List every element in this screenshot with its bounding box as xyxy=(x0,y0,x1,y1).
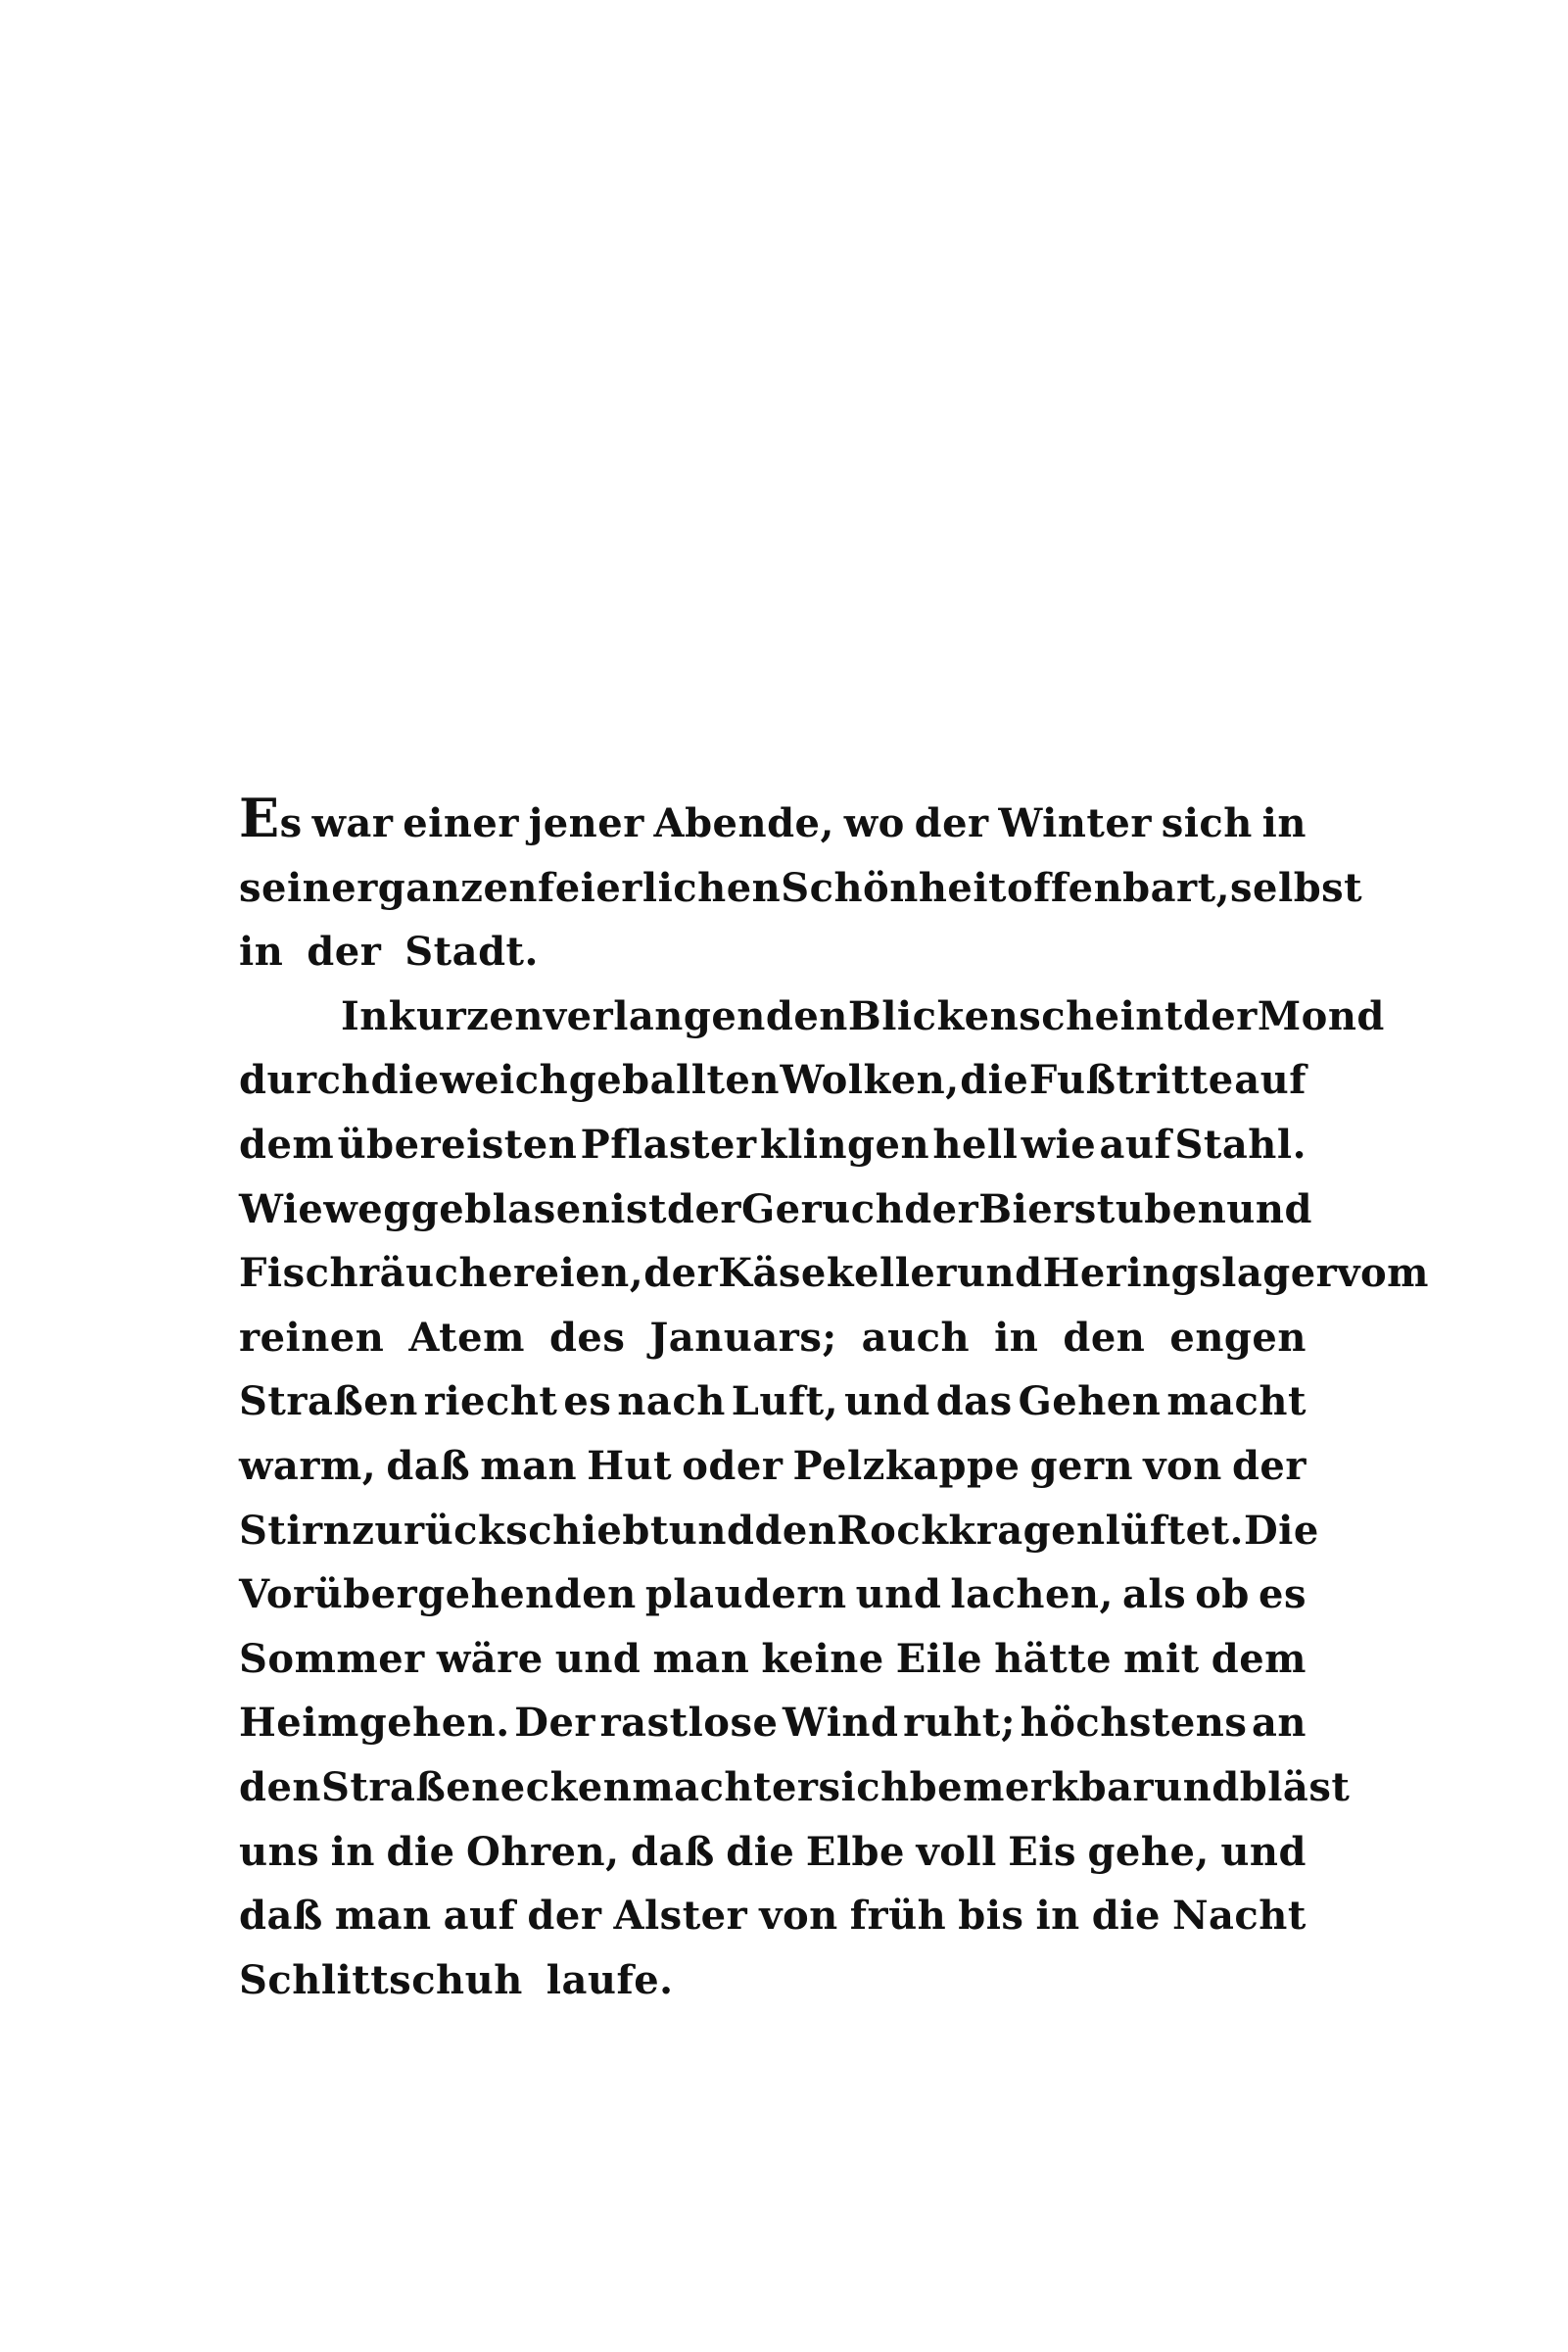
word: Straßen xyxy=(239,1378,418,1425)
word: Sommer xyxy=(239,1635,425,1682)
word: Januars; xyxy=(649,1314,837,1361)
word: Es xyxy=(239,787,303,849)
word: des xyxy=(548,1314,626,1361)
word: einer xyxy=(403,800,519,846)
word: höchstens xyxy=(1020,1700,1248,1747)
text-line xyxy=(239,856,1363,921)
word: selbst xyxy=(1230,864,1363,911)
word: Winter xyxy=(998,800,1152,846)
word: Wind xyxy=(783,1700,899,1747)
word: nach xyxy=(617,1378,726,1425)
word: Eile xyxy=(895,1635,983,1682)
word: Eis xyxy=(1008,1828,1076,1875)
text-line xyxy=(239,1241,1429,1306)
word: lachen, xyxy=(950,1571,1114,1618)
word: ganzen xyxy=(377,864,538,911)
word: Pelzkappe xyxy=(792,1442,1021,1489)
word: mit xyxy=(1123,1635,1200,1682)
word: voll xyxy=(916,1828,997,1875)
word: kurzen xyxy=(388,992,544,1039)
word: plaudern xyxy=(644,1571,847,1618)
word: das xyxy=(935,1378,1013,1425)
word: ob xyxy=(1195,1571,1250,1618)
text-line xyxy=(239,1306,1307,1370)
word: Die xyxy=(1243,1507,1319,1554)
word: dem xyxy=(1211,1635,1307,1682)
word: vom xyxy=(1337,1250,1429,1297)
word: Rockkragen xyxy=(836,1507,1106,1554)
text-line xyxy=(239,1562,1307,1627)
word: keine xyxy=(761,1635,884,1682)
text-line xyxy=(239,1691,1307,1755)
word: wie xyxy=(1021,1121,1097,1168)
word: die xyxy=(960,1057,1029,1104)
word: in xyxy=(239,929,284,976)
word: bläst xyxy=(1239,1763,1351,1810)
word: Schönheit xyxy=(781,864,1008,911)
word: weich xyxy=(440,1057,569,1104)
word: man xyxy=(480,1442,578,1489)
word: In xyxy=(341,992,389,1039)
word: in xyxy=(1035,1893,1080,1940)
word: es xyxy=(563,1378,612,1425)
word: und xyxy=(1220,1828,1307,1875)
word: er xyxy=(771,1763,819,1810)
word: Fußtritte xyxy=(1028,1057,1234,1104)
word: bemerkbar xyxy=(909,1763,1155,1810)
word: sich xyxy=(1161,800,1253,846)
word: übereisten xyxy=(337,1121,578,1168)
word: Heimgehen. xyxy=(239,1700,510,1747)
text-line xyxy=(239,1820,1307,1885)
word: auf xyxy=(1234,1057,1307,1104)
word: klingen xyxy=(759,1121,930,1168)
word: wäre xyxy=(436,1635,544,1682)
text-line xyxy=(239,1499,1319,1563)
word: Stirn xyxy=(239,1507,353,1554)
text-line xyxy=(239,1948,1307,2013)
word: uns xyxy=(239,1828,320,1875)
text-line xyxy=(239,1369,1307,1434)
word: oder xyxy=(682,1442,784,1489)
word: früh xyxy=(849,1893,947,1940)
word: Stadt. xyxy=(404,929,539,976)
word: auch xyxy=(861,1314,971,1361)
word: und xyxy=(554,1635,641,1682)
word: reinen xyxy=(239,1314,385,1361)
word: Straßenecken xyxy=(321,1763,633,1810)
word: der xyxy=(1182,992,1258,1039)
word: man xyxy=(652,1635,750,1682)
word: ruht; xyxy=(903,1700,1017,1747)
word: und xyxy=(1154,1763,1240,1810)
word: feierlichen xyxy=(538,864,782,911)
text-line xyxy=(239,1434,1307,1499)
word: hätte xyxy=(994,1635,1113,1682)
body-text xyxy=(239,787,1429,2012)
word: verlangenden xyxy=(543,992,848,1039)
word: dem xyxy=(239,1121,335,1168)
word: man xyxy=(334,1893,432,1940)
word: in xyxy=(1261,800,1307,846)
word: Käsekeller xyxy=(718,1250,957,1297)
word: den xyxy=(754,1507,837,1554)
text-line xyxy=(239,984,1385,1049)
text-line xyxy=(239,920,1307,984)
text-line xyxy=(239,1627,1307,1692)
word: macht xyxy=(632,1763,772,1810)
word: geballten xyxy=(568,1057,780,1104)
word: gern xyxy=(1029,1442,1134,1489)
word: in xyxy=(994,1314,1039,1361)
word: Alster xyxy=(613,1893,748,1940)
word: Nacht xyxy=(1171,1893,1307,1940)
word: Schlittschuh xyxy=(239,1956,523,2003)
word: Vorübergehenden xyxy=(239,1571,637,1618)
word: Luft, xyxy=(731,1378,839,1425)
word: der xyxy=(914,800,989,846)
word: wo xyxy=(843,800,905,846)
word: weggeblasen xyxy=(323,1185,611,1232)
word: laufe. xyxy=(546,1956,674,2003)
word: durch xyxy=(239,1057,371,1104)
text-line xyxy=(239,1113,1307,1177)
word: Abende, xyxy=(653,800,834,846)
word: von xyxy=(759,1893,838,1940)
word: auf xyxy=(443,1893,516,1940)
word: offenbart, xyxy=(1007,864,1231,911)
word: jener xyxy=(528,800,644,846)
text-line xyxy=(239,1884,1307,1948)
text-line xyxy=(239,1177,1312,1242)
word: Geruch xyxy=(740,1185,905,1232)
word: in xyxy=(330,1828,375,1875)
word: der xyxy=(1231,1442,1307,1489)
word: der xyxy=(666,1185,741,1232)
word: der xyxy=(643,1250,719,1297)
word: riecht xyxy=(423,1378,558,1425)
text-line xyxy=(239,787,1307,856)
word: die xyxy=(370,1057,440,1104)
word: als xyxy=(1122,1571,1187,1618)
word: daß xyxy=(631,1828,715,1875)
word: zurückschiebt xyxy=(352,1507,669,1554)
initial-letter: E xyxy=(239,787,280,849)
word: hell xyxy=(932,1121,1019,1168)
word: Atem xyxy=(408,1314,525,1361)
word: der xyxy=(904,1185,979,1232)
word: Ohren, xyxy=(466,1828,620,1875)
word: die xyxy=(726,1828,795,1875)
word: daß xyxy=(386,1442,471,1489)
word: der xyxy=(307,929,382,976)
word: Stahl. xyxy=(1174,1121,1307,1168)
word: ist xyxy=(610,1185,667,1232)
word: es xyxy=(1259,1571,1307,1618)
paragraph xyxy=(239,787,1363,984)
word: Elbe xyxy=(805,1828,905,1875)
word: auf xyxy=(1099,1121,1172,1168)
text-line xyxy=(239,1048,1307,1113)
word: war xyxy=(311,800,394,846)
word: den xyxy=(1063,1314,1146,1361)
word: an xyxy=(1251,1700,1307,1747)
word: engen xyxy=(1169,1314,1307,1361)
word: Mond xyxy=(1257,992,1385,1039)
word: Bierstuben xyxy=(978,1185,1227,1232)
word: Gehen xyxy=(1018,1378,1162,1425)
paragraph xyxy=(239,984,1429,2013)
word: Hut xyxy=(587,1442,673,1489)
word: und xyxy=(1226,1185,1312,1232)
word: Wie xyxy=(239,1185,324,1232)
word: rastlose xyxy=(599,1700,779,1747)
word: Blicken xyxy=(847,992,1020,1039)
word: gehe, xyxy=(1087,1828,1210,1875)
word: scheint xyxy=(1019,992,1183,1039)
word: macht xyxy=(1166,1378,1307,1425)
word: Wolken, xyxy=(780,1057,960,1104)
word: Heringslager xyxy=(1042,1250,1338,1297)
word: und xyxy=(855,1571,942,1618)
word: sich xyxy=(818,1763,910,1810)
word: lüftet. xyxy=(1105,1507,1244,1554)
word: und xyxy=(956,1250,1043,1297)
word: Der xyxy=(514,1700,596,1747)
word: seiner xyxy=(239,864,378,911)
word: und xyxy=(668,1507,755,1554)
word: bis xyxy=(958,1893,1024,1940)
word: daß xyxy=(239,1893,323,1940)
word: von xyxy=(1143,1442,1222,1489)
word: und xyxy=(844,1378,930,1425)
word: der xyxy=(527,1893,602,1940)
word: Fischräuchereien, xyxy=(239,1250,644,1297)
word: den xyxy=(239,1763,321,1810)
word: Pflaster xyxy=(580,1121,757,1168)
word: die xyxy=(386,1828,455,1875)
word: die xyxy=(1091,1893,1161,1940)
word: warm, xyxy=(239,1442,377,1489)
text-line xyxy=(239,1755,1351,1820)
